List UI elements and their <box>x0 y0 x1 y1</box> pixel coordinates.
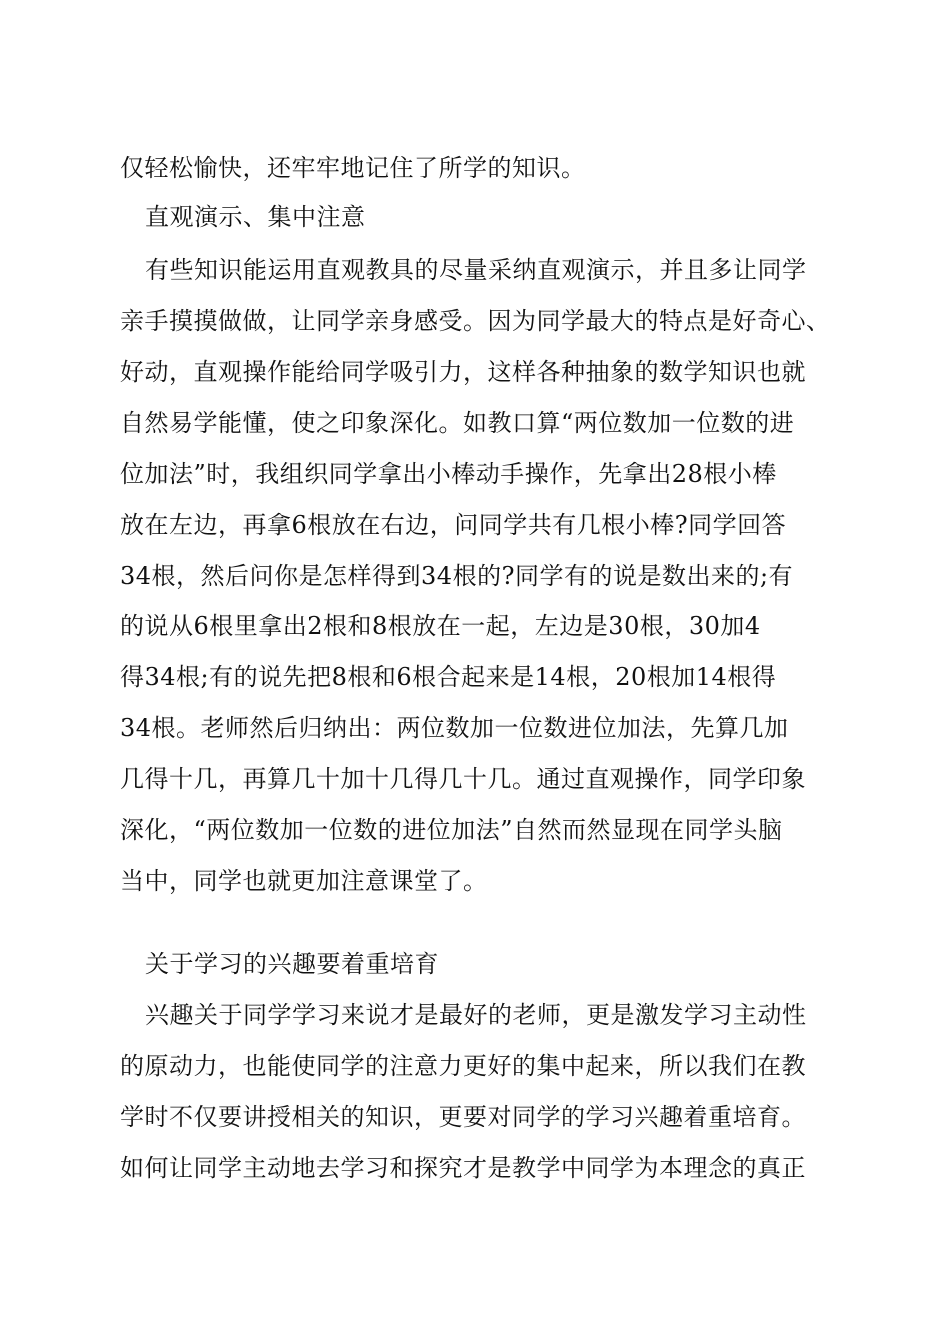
paragraph-line: 仅轻松愉快，还牢牢地记住了所学的知识。 <box>120 154 586 182</box>
paragraph-line: 的说从6根里拿出2根和8根放在一起，左边是30根，30加4 <box>120 612 761 640</box>
section-heading: 关于学习的兴趣要着重培育 <box>145 950 439 978</box>
paragraph-line: 如何让同学主动地去学习和探究才是教学中同学为本理念的真正 <box>120 1154 806 1182</box>
paragraph-line: 兴趣关于同学学习来说才是最好的老师，更是激发学习主动性 <box>145 1001 807 1029</box>
paragraph-line: 几得十几，再算几十加十几得几十几。通过直观操作，同学印象 <box>120 765 806 793</box>
paragraph-line: 自然易学能懂，使之印象深化。如教口算“两位数加一位数的进 <box>120 409 795 437</box>
paragraph-line: 得34根;有的说先把8根和6根合起来是14根，20根加14根得 <box>120 663 777 691</box>
section-heading: 直观演示、集中注意 <box>145 203 366 231</box>
paragraph-line: 学时不仅要讲授相关的知识，更要对同学的学习兴趣着重培育。 <box>120 1103 806 1131</box>
paragraph-line: 亲手摸摸做做，让同学亲身感受。因为同学最大的特点是好奇心、 <box>120 307 831 335</box>
paragraph-line: 的原动力，也能使同学的注意力更好的集中起来，所以我们在教 <box>120 1052 806 1080</box>
paragraph-line: 34根，然后问你是怎样得到34根的?同学有的说是数出来的;有 <box>120 562 794 590</box>
paragraph-line: 当中，同学也就更加注意课堂了。 <box>120 867 488 895</box>
paragraph-line: 深化，“两位数加一位数的进位加法”自然而然显现在同学头脑 <box>120 816 783 844</box>
paragraph-line: 放在左边，再拿6根放在右边，问同学共有几根小棒?同学回答 <box>120 511 787 539</box>
paragraph-line: 34根。老师然后归纳出：两位数加一位数进位加法，先算几加 <box>120 714 789 742</box>
paragraph-line: 位加法”时，我组织同学拿出小棒动手操作，先拿出28根小棒 <box>120 460 777 488</box>
paragraph-line: 好动，直观操作能给同学吸引力，这样各种抽象的数学知识也就 <box>120 358 806 386</box>
paragraph-line: 有些知识能运用直观教具的尽量采纳直观演示，并且多让同学 <box>145 256 807 284</box>
